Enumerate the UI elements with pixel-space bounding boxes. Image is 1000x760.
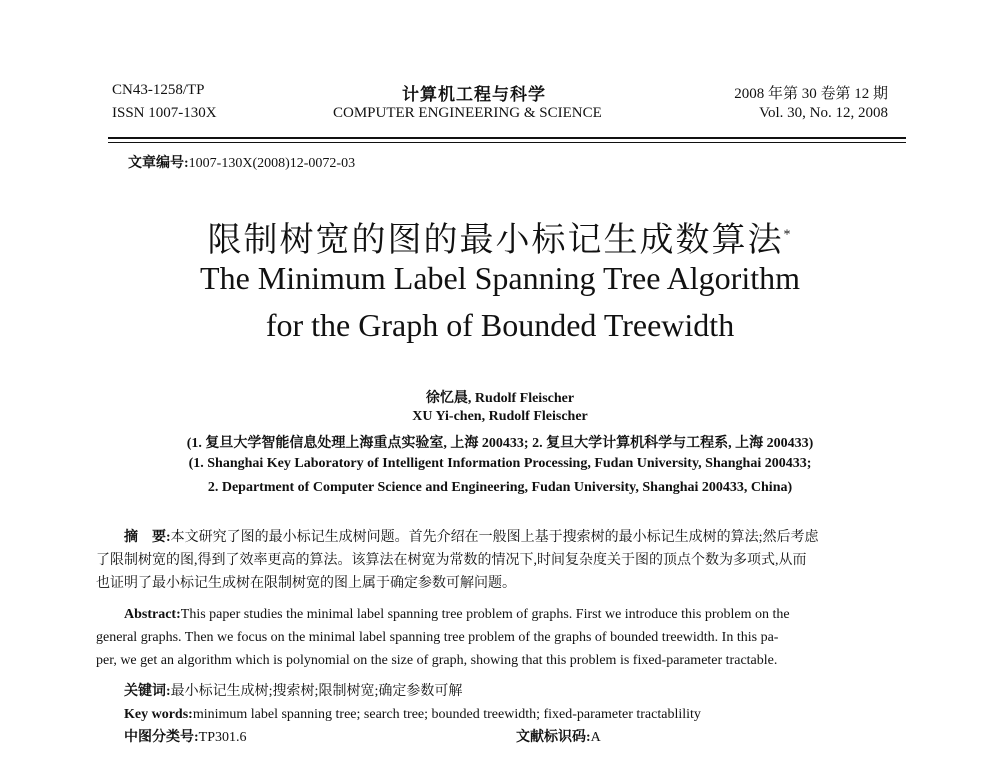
- clc-value: TP301.6: [198, 730, 247, 745]
- title-footnote-mark: *: [783, 227, 793, 243]
- article-number-value: 1007-130X(2008)12-0072-03: [188, 156, 356, 171]
- article-number-label: 文章编号:: [128, 156, 189, 171]
- abstract-en: [96, 603, 904, 672]
- title-cn: 限制树宽的图的最小标记生成数算法: [207, 222, 784, 259]
- issn: ISSN 1007-130X: [112, 105, 217, 121]
- clc-label: 中图分类号:: [124, 730, 199, 745]
- keywords-en-label: Key words:: [124, 707, 193, 722]
- abstract-en-line3: per, we get an algorithm which is polynomial on the size of graph, showing that this problem is fixed-parameter tractable.: [96, 653, 778, 668]
- doc-code-value: A: [590, 730, 601, 745]
- affiliation-en-line2: 2. Department of Computer Science and Engineering, Fudan University, Shanghai 200433, China): [207, 480, 793, 495]
- document-code: [516, 726, 601, 749]
- abstract-cn-line1: 本文研究了图的最小标记生成树问题。首先介绍在一般图上基于搜索树的最小标记生成树的算法;然后考虑: [170, 530, 819, 545]
- journal-title-en: COMPUTER ENGINEERING & SCIENCE: [333, 105, 602, 121]
- abstract-cn-line3: 也证明了最小标记生成树在限制树宽的图上属于确定参数可解问题。: [96, 576, 516, 591]
- keywords-cn-value: 最小标记生成树;搜索树;限制树宽;确定参数可解: [170, 684, 463, 699]
- abstract-cn-label: 摘 要:: [124, 530, 171, 545]
- affiliation-en-line1: (1. Shanghai Key Laboratory of Intelligent Information Processing, Fudan University, Shanghai 200433;: [188, 456, 812, 471]
- journal-title-cn: 计算机工程与科学: [402, 85, 546, 104]
- keywords-en-value: minimum label spanning tree; search tree; bounded treewidth; fixed-parameter tractablility: [192, 707, 701, 722]
- title-en-line2: for the Graph of Bounded Treewidth: [265, 307, 735, 343]
- keywords-en: [124, 703, 701, 726]
- author-en: XU Yi-chen, Rudolf Fleischer: [412, 409, 588, 424]
- keywords-cn-label: 关键词:: [124, 684, 171, 699]
- header-rule-thin: [108, 142, 906, 143]
- title-cn-block: [0, 212, 1000, 261]
- abstract-en-line2: general graphs. Then we focus on the minimal label spanning tree problem of the graphs of bounded treewidth. In this pa-: [96, 630, 779, 645]
- author-cn: 徐忆晨, Rudolf Fleischer: [425, 391, 575, 406]
- cn-number: CN43-1258/TP: [112, 82, 205, 98]
- article-number: [128, 152, 355, 175]
- clc-number: [124, 726, 247, 749]
- title-en-line1: The Minimum Label Spanning Tree Algorithm: [200, 260, 800, 296]
- abstract-cn: [96, 526, 904, 595]
- abstract-en-line1: This paper studies the minimal label spanning tree problem of graphs. First we introduce this problem on the: [180, 607, 790, 622]
- issue-cn: 2008 年第 30 卷第 12 期: [734, 86, 888, 102]
- affiliation-cn: (1. 复旦大学智能信息处理上海重点实验室, 上海 200433; 2. 复旦大学计算机科学与工程系, 上海 200433): [186, 436, 814, 451]
- doc-code-label: 文献标识码:: [516, 730, 591, 745]
- abstract-cn-line2: 了限制树宽的图,得到了效率更高的算法。该算法在树宽为常数的情况下,时间复杂度关于图的顶点个数为多项式,从而: [96, 553, 807, 568]
- issue-en: Vol. 30, No. 12, 2008: [759, 105, 888, 121]
- keywords-cn: [124, 680, 462, 703]
- header-rule-thick: [108, 137, 906, 139]
- abstract-en-label: Abstract:: [124, 607, 181, 622]
